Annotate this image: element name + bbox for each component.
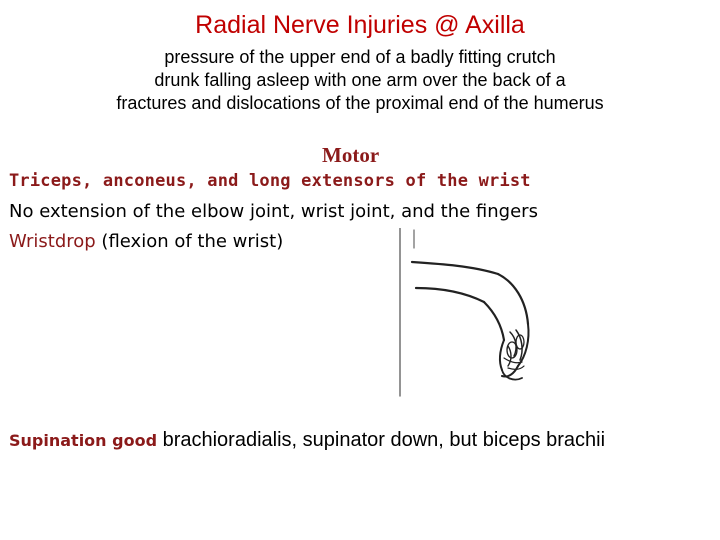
supination-text: brachioradialis, supinator down, but biceps brachii	[157, 429, 606, 451]
cause-item: pressure of the upper end of a badly fitting crutch	[164, 47, 556, 67]
slide-title: Radial Nerve Injuries @ Axilla	[195, 11, 525, 39]
motor-heading: Motor	[322, 143, 380, 167]
wristdrop-description: (flexion of the wrist)	[95, 231, 284, 252]
supination-note	[9, 426, 709, 455]
cause-item: fractures and dislocations of the proximal end of the humerus	[116, 93, 604, 113]
cause-item: drunk falling asleep with one arm over the back of a	[154, 70, 566, 90]
no-extension-text: No extension of the elbow joint, wrist joint, and the fingers	[9, 201, 538, 222]
wristdrop-term: Wristdrop	[9, 231, 96, 252]
wristdrop-line	[9, 230, 283, 254]
dropped-hand-icon	[392, 228, 572, 400]
affected-muscles: Triceps, anconeus, and long extensors of the wrist	[9, 171, 531, 191]
causes-list	[0, 46, 720, 115]
supination-label: Supination good	[9, 431, 158, 450]
wristdrop-illustration	[392, 228, 572, 400]
